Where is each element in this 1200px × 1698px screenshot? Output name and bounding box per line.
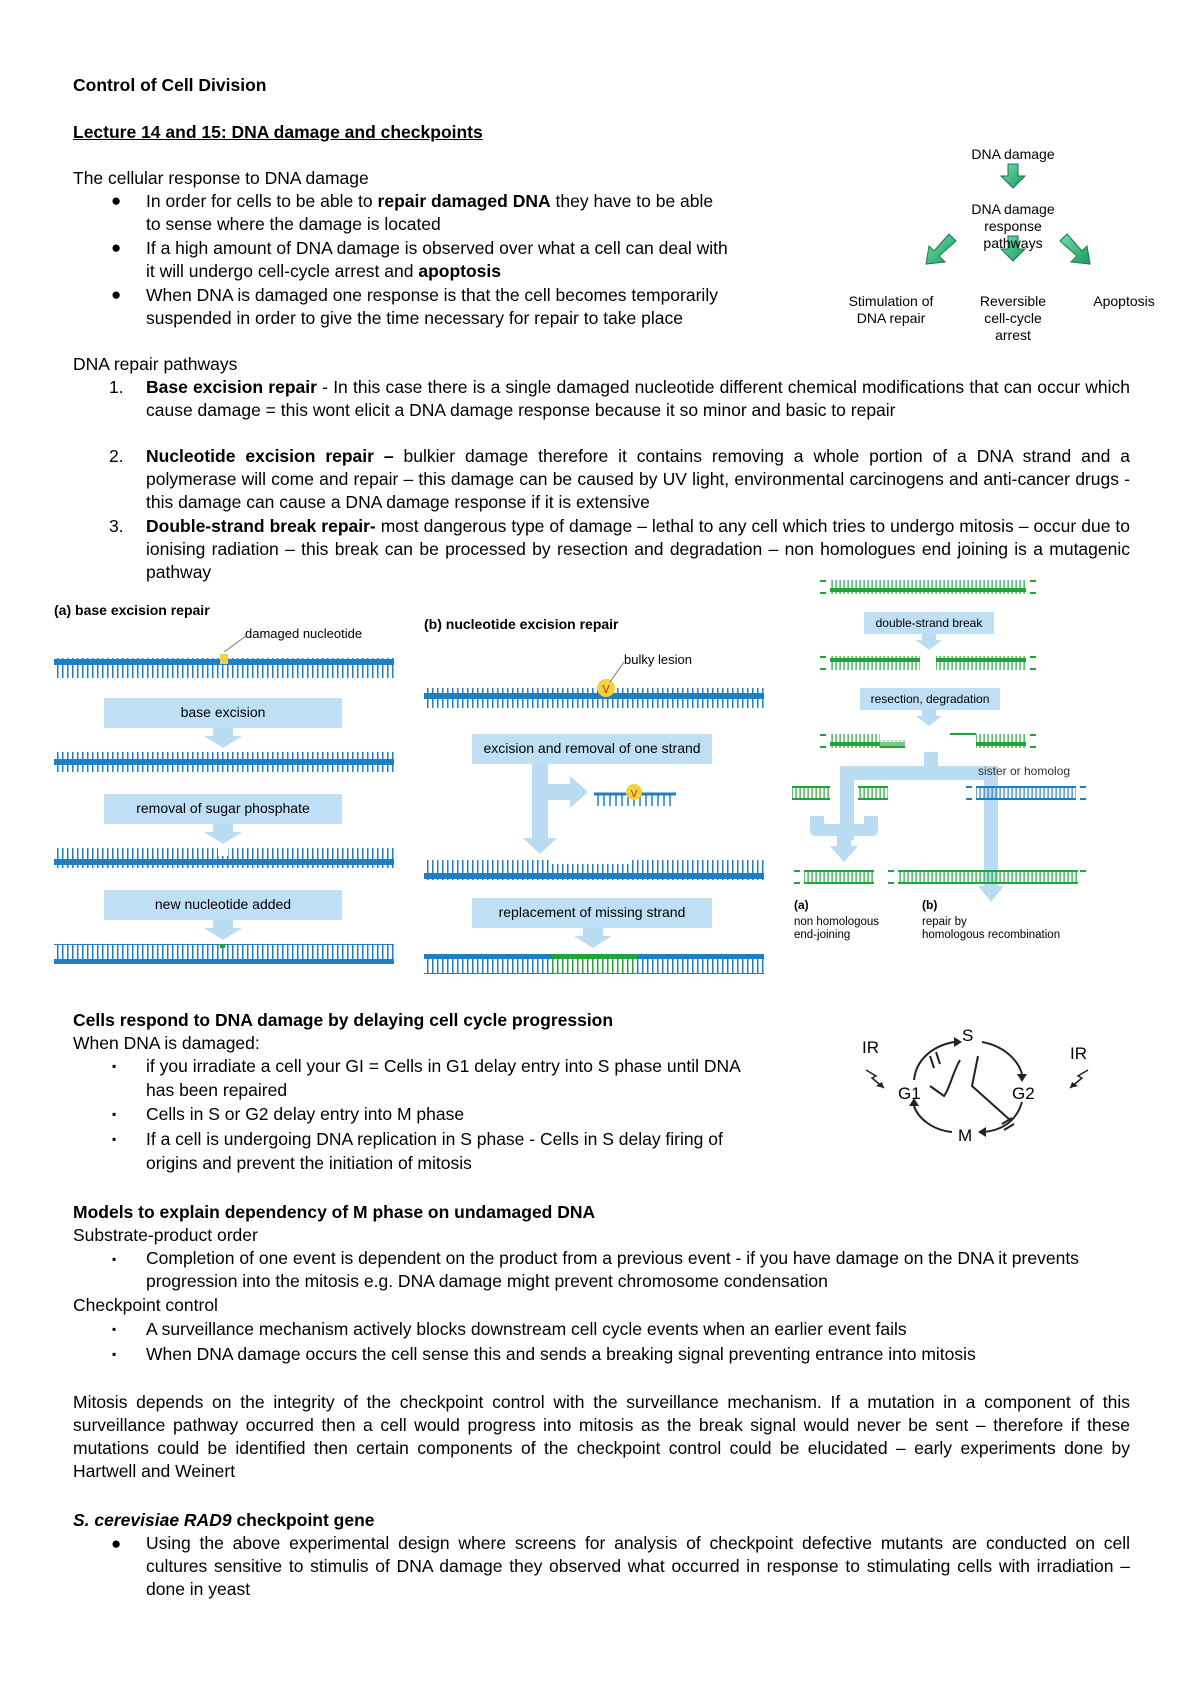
rad9-heading: S. cerevisiae RAD9 checkpoint gene [73, 1510, 375, 1530]
delay-heading: Cells respond to DNA damage by delaying cell cycle progression [73, 1010, 614, 1030]
models-heading: Models to explain dependency of M phase on undamaged DNA [73, 1202, 596, 1222]
bullet-dot: ● [111, 191, 122, 210]
cell-cycle-arrows [852, 1026, 1102, 1146]
resection-step: resection, degradation [870, 692, 990, 706]
repair-intro: DNA repair pathways [73, 354, 238, 374]
double-strand-break-figure [790, 576, 1090, 984]
damaged-nucleotide-callout: damaged nucleotide [245, 626, 363, 641]
mitosis-paragraph: Mitosis depends on the integrity of the checkpoint control with the surveillance mechanism. If a mutation in a component of this surveillance pathway occurred then a cell would progress into mitosis as the break signal would never be sent – therefore if these mutations could be identified then certain components of the checkpoint control could be elucidated – early experiments done by Hartwell and Weinert [73, 1392, 1130, 1481]
base-excision-figure [50, 602, 400, 974]
repair-item-base-excision: Base excision repair - In this case there is a single damaged nucleotide different chemical modifications that can occur which cause damage = this wont elicit a DNA damage response because it so minor and basic to repair [146, 377, 1130, 420]
response-bullet-2-line1: If a high amount of DNA damage is observed over what a cell can deal with [146, 238, 728, 258]
bullet-square: ▪ [112, 1252, 117, 1266]
list-number: 2. [109, 446, 124, 466]
response-bullet-1-line2: to sense where the damage is located [146, 214, 441, 234]
nucleotide-excision-figure [420, 616, 770, 974]
checkpoint-bullet-1: A surveillance mechanism actively blocks downstream cell cycle events when an earlier event fails [146, 1319, 907, 1339]
substrate-product-heading: Substrate-product order [73, 1225, 258, 1245]
bullet-dot: ● [111, 1534, 122, 1553]
delay-bullet-2-line1: Cells in S or G2 delay entry into M phase [146, 1104, 465, 1124]
phase-s-label: S [962, 1026, 974, 1045]
ir-left-label: IR [862, 1038, 879, 1057]
document-title: Control of Cell Division [73, 75, 267, 95]
phase-m-label: M [958, 1126, 973, 1145]
diagram-stimulation-label: Stimulation of DNA repair [848, 293, 934, 326]
sister-homolog-label: sister or homolog [978, 764, 1071, 778]
diagram-dna-damage-label: DNA damage [971, 146, 1055, 162]
replacement-step: replacement of missing strand [498, 904, 686, 920]
new-nucleotide-step: new nucleotide added [154, 896, 292, 912]
delay-intro: When DNA is damaged: [73, 1033, 260, 1053]
checkpoint-bullet-2: When DNA damage occurs the cell sense this and sends a breaking signal preventing entrance into mitosis [146, 1344, 976, 1364]
svg-text:V: V [630, 789, 638, 800]
diagram-response-pathways-label: DNA damage response pathways [971, 201, 1055, 251]
double-strand-break-step: double-strand break [875, 616, 983, 630]
base-excision-drawing [50, 602, 400, 974]
response-bullet-2-line2: it will undergo cell-cycle arrest and apoptosis [146, 261, 501, 281]
bullet-dot: ● [111, 285, 122, 304]
phase-g1-label: G1 [898, 1084, 921, 1103]
repair-item-double-strand: Double-strand break repair- most dangerous type of damage – lethal to any cell which tries to undergo mitosis – occur due to ionising radiation – this break can be processed by resection and degradation – non homologues end joining is a mutagenic pathway [146, 516, 1130, 582]
delay-bullet-1-line2: has been repaired [146, 1080, 288, 1100]
bullet-dot: ● [111, 238, 122, 257]
bullet-square: ▪ [112, 1107, 117, 1121]
lecture-heading: Lecture 14 and 15: DNA damage and checkpoints [73, 122, 483, 142]
ir-right-label: IR [1070, 1044, 1087, 1063]
panel-a-label: (a) base excision repair [54, 602, 210, 618]
repair-item-nucleotide-excision: Nucleotide excision repair – bulkier damage therefore it contains removing a whole portion of a DNA strand and a polymerase will come and repair – this damage can be caused by UV light, environmental carcinogens and anti-cancer drugs - this damage can cause a DNA damage response if it is extensive [146, 446, 1130, 512]
svg-text:V: V [602, 683, 610, 696]
response-bullet-1-line1: In order for cells to be able to repair damaged DNA they have to be able [146, 191, 714, 211]
delay-bullet-1-line1: if you irradiate a cell your GI = Cells in G1 delay entry into S phase until DNA [146, 1056, 741, 1076]
response-bullet-3-line1: When DNA is damaged one response is that the cell becomes temporarily [146, 285, 718, 305]
bullet-square: ▪ [112, 1322, 117, 1336]
checkpoint-control-heading: Checkpoint control [73, 1295, 218, 1315]
rad9-bullet: Using the above experimental design where screens for analysis of checkpoint defective mutants are conducted on cell cultures sensitive to stimulis of DNA damage they observed what occurred in response to stimulating cells with irradiation – done in yeast [146, 1533, 1130, 1599]
homologous-label: (b) [922, 898, 938, 912]
bullet-square: ▪ [112, 1132, 117, 1146]
nucleotide-excision-drawing [420, 616, 770, 974]
dna-damage-response-diagram [836, 140, 1166, 350]
nhej-text: non homologous end-joining [794, 916, 880, 941]
list-number: 1. [109, 377, 124, 397]
response-intro: The cellular response to DNA damage [73, 168, 369, 188]
bulky-lesion-callout: bulky lesion [624, 652, 692, 667]
phase-g2-label: G2 [1012, 1084, 1035, 1103]
panel-b-label: (b) nucleotide excision repair [424, 616, 619, 632]
diagram-apoptosis-label: Apoptosis [1093, 293, 1155, 309]
substrate-product-bullet: Completion of one event is dependent on the product from a previous event - if you have damage on the DNA it prevents progression into the mitosis e.g. DNA damage might prevent chromosome condensation [146, 1248, 1079, 1291]
sugar-phosphate-step: removal of sugar phosphate [136, 800, 310, 816]
delay-bullet-3-line2: origins and prevent the initiation of mitosis [146, 1153, 472, 1173]
delay-bullet-3-line1: If a cell is undergoing DNA replication in S phase - Cells in S delay firing of [146, 1129, 723, 1149]
base-excision-step: base excision [180, 704, 266, 720]
cell-cycle-checkpoint-diagram [852, 1026, 1102, 1146]
homologous-text: repair by homologous recombination [922, 916, 1061, 941]
bullet-square: ▪ [112, 1059, 117, 1073]
diagram-arrest-label: Reversible cell-cycle arrest [979, 293, 1047, 343]
response-bullet-3-line2: suspended in order to give the time necessary for repair to take place [146, 308, 683, 328]
excision-removal-step: excision and removal of one strand [483, 740, 701, 756]
list-number: 3. [109, 516, 124, 536]
bullet-square: ▪ [112, 1347, 117, 1361]
nhej-label: (a) [794, 898, 809, 912]
